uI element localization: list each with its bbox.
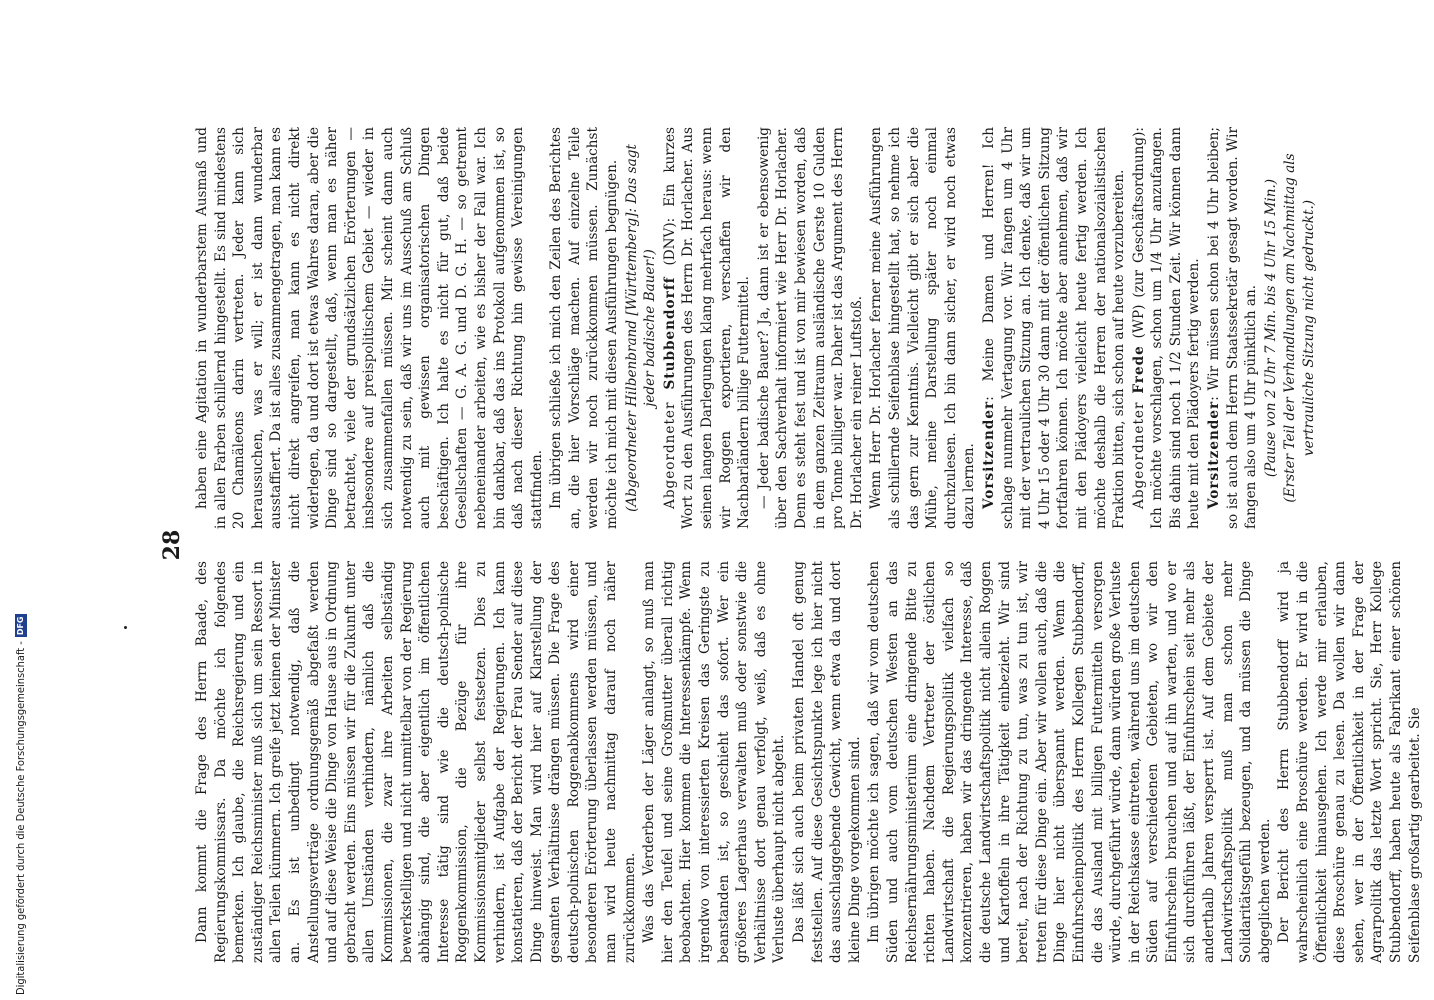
speaker-text: (DNV): Ein kurzes Wort zu den Ausführungen des Herrn Dr. Horlacher. Aus seinen langen Darlegungen klang mehrfach heraus: wenn wir Roggen exportieren, verschaffen wir den Nachbarländern billige Futtermittel.: [661, 127, 753, 529]
speaker-name: Vorsitzender: [1206, 400, 1223, 509]
speaker-paragraph: [1205, 127, 1261, 529]
interjection-paragraph: (Pause von 2 Uhr 7 Min. bis 4 Uhr 15 Min.): [1262, 178, 1279, 478]
dfg-logo-icon: DFG: [16, 616, 25, 636]
body-paragraph: Dann kommt die Frage des Herrn Baade, des Regierungskommissars. Da möchte ich folgendes bemerken. Ich glaube, die Reichsregierung und ein zuständiger Reichsminister muß sich um sein Ressort in allen Teilen kümmern. Ich greife jetzt keinen der Minister an. Es ist unbedingt notwendig, daß die Anstellungsverträge ordnungsgemäß abgefaßt werden und auf diese Weise die Dinge von Hause aus in Ordnung gebracht werden. Eins müssen wir für die Zukunft unter allen Umständen verhindern, nämlich daß die Kommissionen, die zwar ihre Arbeiten selbständig bewerkstelligen und nicht unmittelbar von der Regierung abhängig sind, die aber eigentlich im öffentlichen Interesse tätig sind wie die deutsch-polnische Roggenkommission, die Bezüge für ihre Kommissionsmitglieder selbst festsetzen. Dies zu verhindern, ist Aufgabe der Regierungen. Ich kann konstatieren, daß der Bericht der Frau Sender auf diese Dinge hinweist. Man wird hier auf Klarstellung der gesamten Verhältnisse drängen müssen. Die Frage des deutsch-polnischen Roggenabkommens wird einer besonderen Erörterung überlassen werden müssen, und man wird heute nachmittag darauf noch näher zurückkommen.: [194, 561, 638, 963]
speaker-title: Abgeordneter: [661, 389, 678, 509]
speaker-name: Stubbendorff: [661, 276, 678, 390]
left-text-column: [193, 561, 1425, 963]
speaker-paragraph: [980, 127, 1129, 529]
speaker-text: (WP) (zur Geschäftsordnung): Ich möchte vorschlagen, schon um 1/4 Uhr anzufangen. Bis dahin sind noch 1 1/2 Stunden Zeit. Wir können dann heute mit den Plädoyers fertig werden.: [1130, 127, 1203, 529]
speaker-name: Frede: [1130, 345, 1147, 394]
body-paragraph: Im übrigen möchte ich sagen, daß wir vom deutschen Süden und auch vom deutschen Westen an das Reichsernährungsministerium eine dringende Bitte zu richten haben. Nachdem Vertreter der östlichen Landwirtschaft die Regierungspolitik vielfach so konzentrieren, haben wir das dringende Interesse, daß die deutsche Landwirtschaftspolitik nicht allein Roggen und Kartoffeln in ihre Tätigkeit einbezieht. Wir sind bereit, nach der Richtung zu tun, was zu tun ist, wir treten für diese Dinge ein. Aber wir wollen auch, daß die Dinge hier nicht überspannt werden. Wenn die Einfuhrscheinpolitik des Herrn Kollegen Stubbendorff, die das Ausland mit billigen Futtermitteln versorgen würde, durchgeführt würde, dann würden große Verluste in der Reichskasse eintreten, während uns im deutschen Süden auf verschiedenen Gebieten, wo wir den Einfuhrschein brauchen und auf ihn warten, und wo er sich durchführen läßt, der Einfuhrschein seit mehr als anderthalb Jahren versperrt ist. Auf dem Gebiete der Landwirtschaftspolitik muß man schon mehr Solidaritätsgefühl bezeugen, und da müssen die Dinge abgeglichen werden.: [866, 561, 1273, 963]
body-paragraph: Im übrigen schließe ich mich den Zeilen des Berichtes an, die hier Vorschläge machen. Auf einzelne Teile werden wir noch zurückkommen müssen. Zunächst möchte ich mich mit diesen Ausführungen begnügen.: [548, 127, 621, 529]
speaker-text: : Wir müssen schon bei 4 Uhr bleiben; so ist auch dem Herrn Staatssekretär gesagt worden. Wir fangen also um 4 Uhr pünktlich an.: [1206, 127, 1260, 529]
speaker-paragraph: [661, 127, 754, 529]
body-paragraph: — Jeder badische Bauer? Ja, dann ist er ebensowenig über den Sachverhalt informiert wie Herr Dr. Horlacher. Denn es steht fest und ist von mir bewiesen worden, daß in dem ganzen Zeitraum ausländische Gerste 10 Gulden pro Tonne billiger war. Daher ist das Argument des Herrn Dr. Horlacher ein reiner Luftstoß.: [755, 127, 865, 529]
interjection-paragraph: (Erster Teil der Verhandlungen am Nachmittag als vertrauliche Sitzung nicht gedruckt.): [1282, 153, 1318, 503]
scan-speck: [124, 626, 127, 629]
right-text-column: [193, 127, 1320, 529]
interjection-paragraph: (Abgeordneter Hilbenbrand [Württemberg]: Das sagt jeder badische Bauer!): [623, 144, 659, 512]
body-paragraph: Was das Verderben der Läger anlangt, so muß man hier den Teufel und seine Großmutter überall richtig beobachten. Hier kommen die Interessenkämpfe. Wenn irgendwo von interessierten Kreisen das Geringste zu beanstanden ist, so geschieht das sofort. Wer ein größeres Lagerhaus verwalten muß oder sonstwie die Verhältnisse dort genau verfolgt, weiß, daß es ohne Verluste überhaupt nicht abgeht.: [641, 561, 788, 963]
speaker-paragraph: [1130, 127, 1204, 529]
body-paragraph: haben eine Agitation in wunderbarstem Ausmaß und in allen Farben schillernd hingestellt. Es sind mindestens 20 Chamäleons darin vertreten. Jeder kann sich heraussuchen, was er will; er ist dann wunderbar ausstaffiert. Da ist alles zusammengetragen, man kann es nicht direkt angreifen, man kann es nicht direkt widerlegen, da und dort ist etwas Wahres daran, aber die Dinge sind so dargestellt, daß, wenn man es näher betrachtet, viele der grundsätzlichen Erörterungen — insbesondere auf preispolitischem Gebiet — wieder in sich zusammenfallen müssen. Mir scheint dann auch notwendig zu sein, daß wir uns im Ausschuß am Schluß auch mit gewissen organisatorischen Dingen beschäftigen. Ich halte es nicht für gut, daß beide Gesellschaften — G. A. G. und D. G. H. — so getrennt nebeneinander arbeiten, wie es bisher der Fall war. Ich bin dankbar, daß das ins Protokoll aufgenommen ist, so daß nach dieser Richtung hin gewisse Vereinigungen stattfinden.: [194, 127, 545, 529]
body-paragraph: Der Bericht des Herrn Stubbendorff wird ja wahrscheinlich eine Broschüre werden. Er wird in die Öffentlichkeit hinausgehen. Ich werde mir erlauben, diese Broschüre genau zu lesen. Da wollen wir dann sehen, wer in der Öffentlichkeit in der Frage der Agrarpolitik das letzte Wort spricht. Sie, Herr Kollege Stubbendorff, haben heute als Fabrikant einer schönen Seifenblase großartig gearbeitet. Sie: [1276, 561, 1423, 963]
speaker-text: : Meine Damen und Herren! Ich schlage nunmehr Vertagung vor. Wir fangen um 4 Uhr mit der vertraulichen Sitzung an. Ich denke, daß wir um 4 Uhr 15 oder 4 Uhr 30 dann mit der öffentlichen Sitzung fortfahren können. Ich möchte aber annehmen, daß wir mit den Plädoyers vielleicht heute fertig werden. Ich möchte deshalb die Herren der nationalsozialistischen Fraktion bitten, sich schon auf heute vorzubereiten.: [980, 127, 1128, 529]
speaker-name: Vorsitzender: [980, 400, 997, 509]
footer-text: Digitalisierung gefördert durch die Deutsche Forschungsgemeinschaft -: [14, 641, 27, 995]
body-paragraph: Das läßt sich auch beim privaten Handel oft genug feststellen. Auf diese Gesichtspunkte lege ich hier nicht das ausschlaggebende Gewicht, wenn etwa da und dort kleine Dinge vorgekommen sind.: [791, 561, 863, 963]
body-paragraph: Wenn Herr Dr. Horlacher ferner meine Ausführungen als schillernde Seifenblase hingestellt hat, so nehme ich das gern zur Kenntnis. Vielleicht gibt er sich aber die Mühe, meine Darstellung später noch einmal durchzulesen. Ich bin dann sicher, er wird noch etwas dazu lernen.: [868, 127, 978, 529]
digitization-footer: [14, 615, 27, 996]
speaker-title: Abgeordneter: [1130, 393, 1147, 509]
document-page: [145, 125, 1423, 965]
page-number: 28: [159, 529, 185, 561]
